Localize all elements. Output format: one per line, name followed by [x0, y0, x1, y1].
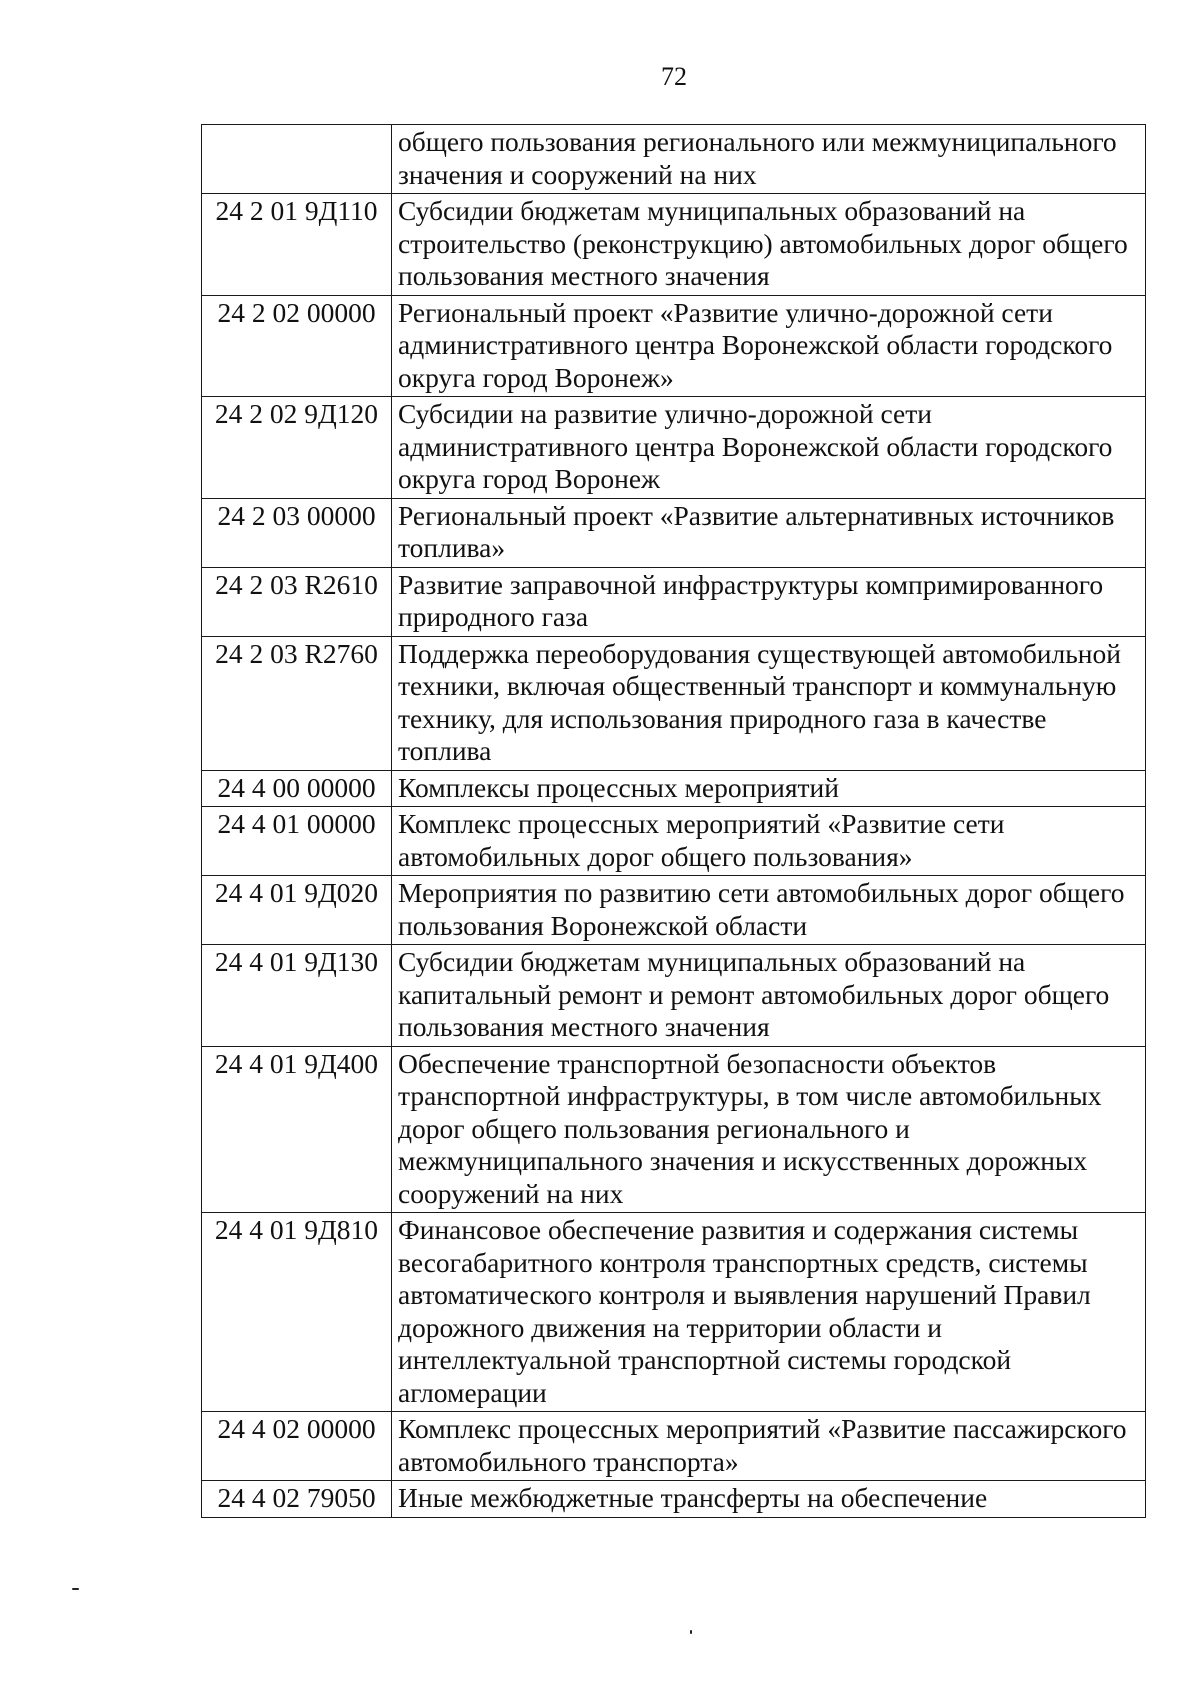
code-cell: 24 2 02 00000 — [202, 295, 392, 397]
table-row — [202, 397, 1146, 499]
code-cell: 24 4 00 00000 — [202, 770, 392, 807]
description-cell: Обеспечение транспортной безопасности объектов транспортной инфраструктуры, в том числе автомобильных дорог общего пользования регионального и межмуниципального значения и искусственных дорожных сооружений на них — [392, 1046, 1146, 1213]
table-row — [202, 498, 1146, 567]
table-row — [202, 945, 1146, 1047]
description-cell: общего пользования регионального или межмуниципального значения и сооружений на них — [392, 125, 1146, 194]
table-row — [202, 636, 1146, 770]
code-cell: 24 2 03 R2610 — [202, 567, 392, 636]
code-cell: 24 4 01 9Д020 — [202, 876, 392, 945]
code-cell: 24 2 03 00000 — [202, 498, 392, 567]
table-row — [202, 194, 1146, 296]
table-row — [202, 1046, 1146, 1213]
table-row — [202, 770, 1146, 807]
table-row — [202, 1412, 1146, 1481]
description-cell: Субсидии на развитие улично-дорожной сети административного центра Воронежской области городского округа город Воронеж — [392, 397, 1146, 499]
code-cell: 24 4 01 9Д810 — [202, 1213, 392, 1412]
table-row — [202, 295, 1146, 397]
description-cell: Региональный проект «Развитие альтернативных источников топлива» — [392, 498, 1146, 567]
code-cell: 24 4 01 9Д400 — [202, 1046, 392, 1213]
description-cell: Финансовое обеспечение развития и содержания системы весогабаритного контроля транспортных средств, системы автоматического контроля и выявления нарушений Правил дорожного движения на территории области и интеллектуальной транспортной системы городской агломерации — [392, 1213, 1146, 1412]
description-cell: Поддержка переоборудования существующей автомобильной техники, включая общественный транспорт и коммунальную технику, для использования природного газа в качестве топлива — [392, 636, 1146, 770]
description-cell: Комплекс процессных мероприятий «Развитие пассажирского автомобильного транспорта» — [392, 1412, 1146, 1481]
code-cell: 24 2 01 9Д110 — [202, 194, 392, 296]
table-row — [202, 1481, 1146, 1518]
description-cell: Региональный проект «Развитие улично-дорожной сети административного центра Воронежской области городского округа город Воронеж» — [392, 295, 1146, 397]
description-cell: Развитие заправочной инфраструктуры компримированного природного газа — [392, 567, 1146, 636]
description-cell: Субсидии бюджетам муниципальных образований на капитальный ремонт и ремонт автомобильных дорог общего пользования местного значения — [392, 945, 1146, 1047]
description-cell: Комплексы процессных мероприятий — [392, 770, 1146, 807]
table-row — [202, 1213, 1146, 1412]
budget-code-table-container — [201, 124, 1146, 1518]
description-cell: Субсидии бюджетам муниципальных образований на строительство (реконструкцию) автомобильных дорог общего пользования местного значения — [392, 194, 1146, 296]
description-cell: Комплекс процессных мероприятий «Развитие сети автомобильных дорог общего пользования» — [392, 807, 1146, 876]
table-row — [202, 807, 1146, 876]
page-number: 72 — [661, 62, 687, 91]
scan-speck-left — [72, 1588, 79, 1590]
table-row — [202, 876, 1146, 945]
code-cell: 24 4 02 00000 — [202, 1412, 392, 1481]
description-cell: Мероприятия по развитию сети автомобильных дорог общего пользования Воронежской области — [392, 876, 1146, 945]
table-row — [202, 567, 1146, 636]
description-cell: Иные межбюджетные трансферты на обеспечение — [392, 1481, 1146, 1518]
budget-code-table — [201, 124, 1146, 1518]
scan-speck-bottom — [690, 1630, 692, 1634]
code-cell: 24 4 01 9Д130 — [202, 945, 392, 1047]
code-cell: 24 4 01 00000 — [202, 807, 392, 876]
table-row — [202, 125, 1146, 194]
code-cell — [202, 125, 392, 194]
code-cell: 24 2 02 9Д120 — [202, 397, 392, 499]
code-cell: 24 2 03 R2760 — [202, 636, 392, 770]
code-cell: 24 4 02 79050 — [202, 1481, 392, 1518]
